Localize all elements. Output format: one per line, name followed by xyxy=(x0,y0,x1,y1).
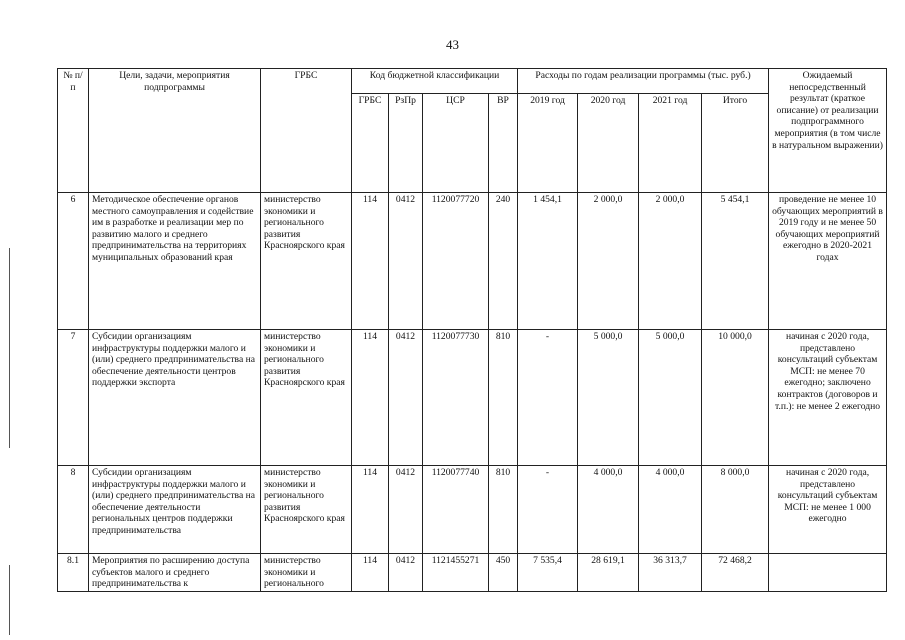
header-kbk: Код бюджетной классификации xyxy=(352,69,518,94)
row-rzpr: 0412 xyxy=(389,330,423,466)
subheader-2020: 2020 год xyxy=(578,94,639,193)
row-grbs-name: министерство экономики и регионального xyxy=(261,554,352,592)
row-result: проведение не менее 10 обучающих мероприятий в 2019 году и не менее 50 обучающих мероприятий ежегодно в 2020-2021 годах xyxy=(769,193,887,330)
header-num: № п/п xyxy=(58,69,89,193)
table-row xyxy=(58,554,887,592)
subheader-rzpr: РзПр xyxy=(389,94,423,193)
table-row xyxy=(58,330,887,466)
row-num: 7 xyxy=(58,330,89,466)
page-number: 43 xyxy=(446,37,459,52)
row-result: начиная с 2020 года, представлено консультаций субъектам МСП: не менее 1 000 ежегодно xyxy=(769,466,887,554)
row-rzpr: 0412 xyxy=(389,193,423,330)
row-csr: 1121455271 xyxy=(423,554,489,592)
subheader-2021: 2021 год xyxy=(639,94,702,193)
row-total: 5 454,1 xyxy=(702,193,769,330)
row-name: Мероприятия по расширению доступа субъектов малого и среднего предпринимательства к xyxy=(89,554,261,592)
row-total: 10 000,0 xyxy=(702,330,769,466)
table-row xyxy=(58,466,887,554)
program-table xyxy=(57,68,887,592)
row-grbs: 114 xyxy=(352,193,389,330)
row-grbs-name: министерство экономики и регионального развития Красноярского края xyxy=(261,193,352,330)
header-grbs: ГРБС xyxy=(261,69,352,193)
row-grbs-name: министерство экономики и регионального развития Красноярского края xyxy=(261,466,352,554)
margin-line xyxy=(9,248,10,448)
subheader-grbs: ГРБС xyxy=(352,94,389,193)
row-2021: 5 000,0 xyxy=(639,330,702,466)
row-result xyxy=(769,554,887,592)
row-total: 8 000,0 xyxy=(702,466,769,554)
row-2019: 7 535,4 xyxy=(518,554,578,592)
row-2020: 5 000,0 xyxy=(578,330,639,466)
row-2019: 1 454,1 xyxy=(518,193,578,330)
row-grbs: 114 xyxy=(352,330,389,466)
row-vr: 240 xyxy=(489,193,518,330)
row-csr: 1120077740 xyxy=(423,466,489,554)
row-2021: 36 313,7 xyxy=(639,554,702,592)
subheader-2019: 2019 год xyxy=(518,94,578,193)
header-result: Ожидаемый непосредственный результат (краткое описание) от реализации подпрограммного мероприятия (в том числе в натуральном выражении) xyxy=(769,69,887,193)
row-num: 6 xyxy=(58,193,89,330)
header-expenses: Расходы по годам реализации программы (тыс. руб.) xyxy=(518,69,769,94)
row-2021: 2 000,0 xyxy=(639,193,702,330)
row-grbs: 114 xyxy=(352,466,389,554)
row-name: Методическое обеспечение органов местного самоуправления и содействие им в разработке и реализации мер по развитию малого и среднего предпринимательства на территориях муниципальных образований края xyxy=(89,193,261,330)
row-2019: - xyxy=(518,330,578,466)
row-vr: 810 xyxy=(489,466,518,554)
row-2019: - xyxy=(518,466,578,554)
row-2021: 4 000,0 xyxy=(639,466,702,554)
row-csr: 1120077720 xyxy=(423,193,489,330)
row-name: Субсидии организациям инфраструктуры поддержки малого и (или) среднего предпринимательства на обеспечение деятельности региональных центров поддержки предпринимательства xyxy=(89,466,261,554)
subheader-total: Итого xyxy=(702,94,769,193)
table-row xyxy=(58,193,887,330)
row-vr: 810 xyxy=(489,330,518,466)
row-rzpr: 0412 xyxy=(389,554,423,592)
row-name: Субсидии организациям инфраструктуры поддержки малого и (или) среднего предпринимательства на обеспечение деятельности центров поддержки экспорта xyxy=(89,330,261,466)
row-total: 72 468,2 xyxy=(702,554,769,592)
row-grbs: 114 xyxy=(352,554,389,592)
row-rzpr: 0412 xyxy=(389,466,423,554)
row-num: 8.1 xyxy=(58,554,89,592)
row-2020: 28 619,1 xyxy=(578,554,639,592)
row-num: 8 xyxy=(58,466,89,554)
subheader-vr: ВР xyxy=(489,94,518,193)
row-result: начиная с 2020 года, представлено консультаций субъектам МСП: не менее 70 ежегодно; заключено контрактов (договоров и т.п.): не менее 2 ежегодно xyxy=(769,330,887,466)
row-vr: 450 xyxy=(489,554,518,592)
margin-line xyxy=(9,565,10,635)
row-2020: 2 000,0 xyxy=(578,193,639,330)
row-grbs-name: министерство экономики и регионального развития Красноярского края xyxy=(261,330,352,466)
header-goals: Цели, задачи, мероприятия подпрограммы xyxy=(89,69,261,193)
row-csr: 1120077730 xyxy=(423,330,489,466)
subheader-csr: ЦСР xyxy=(423,94,489,193)
row-2020: 4 000,0 xyxy=(578,466,639,554)
